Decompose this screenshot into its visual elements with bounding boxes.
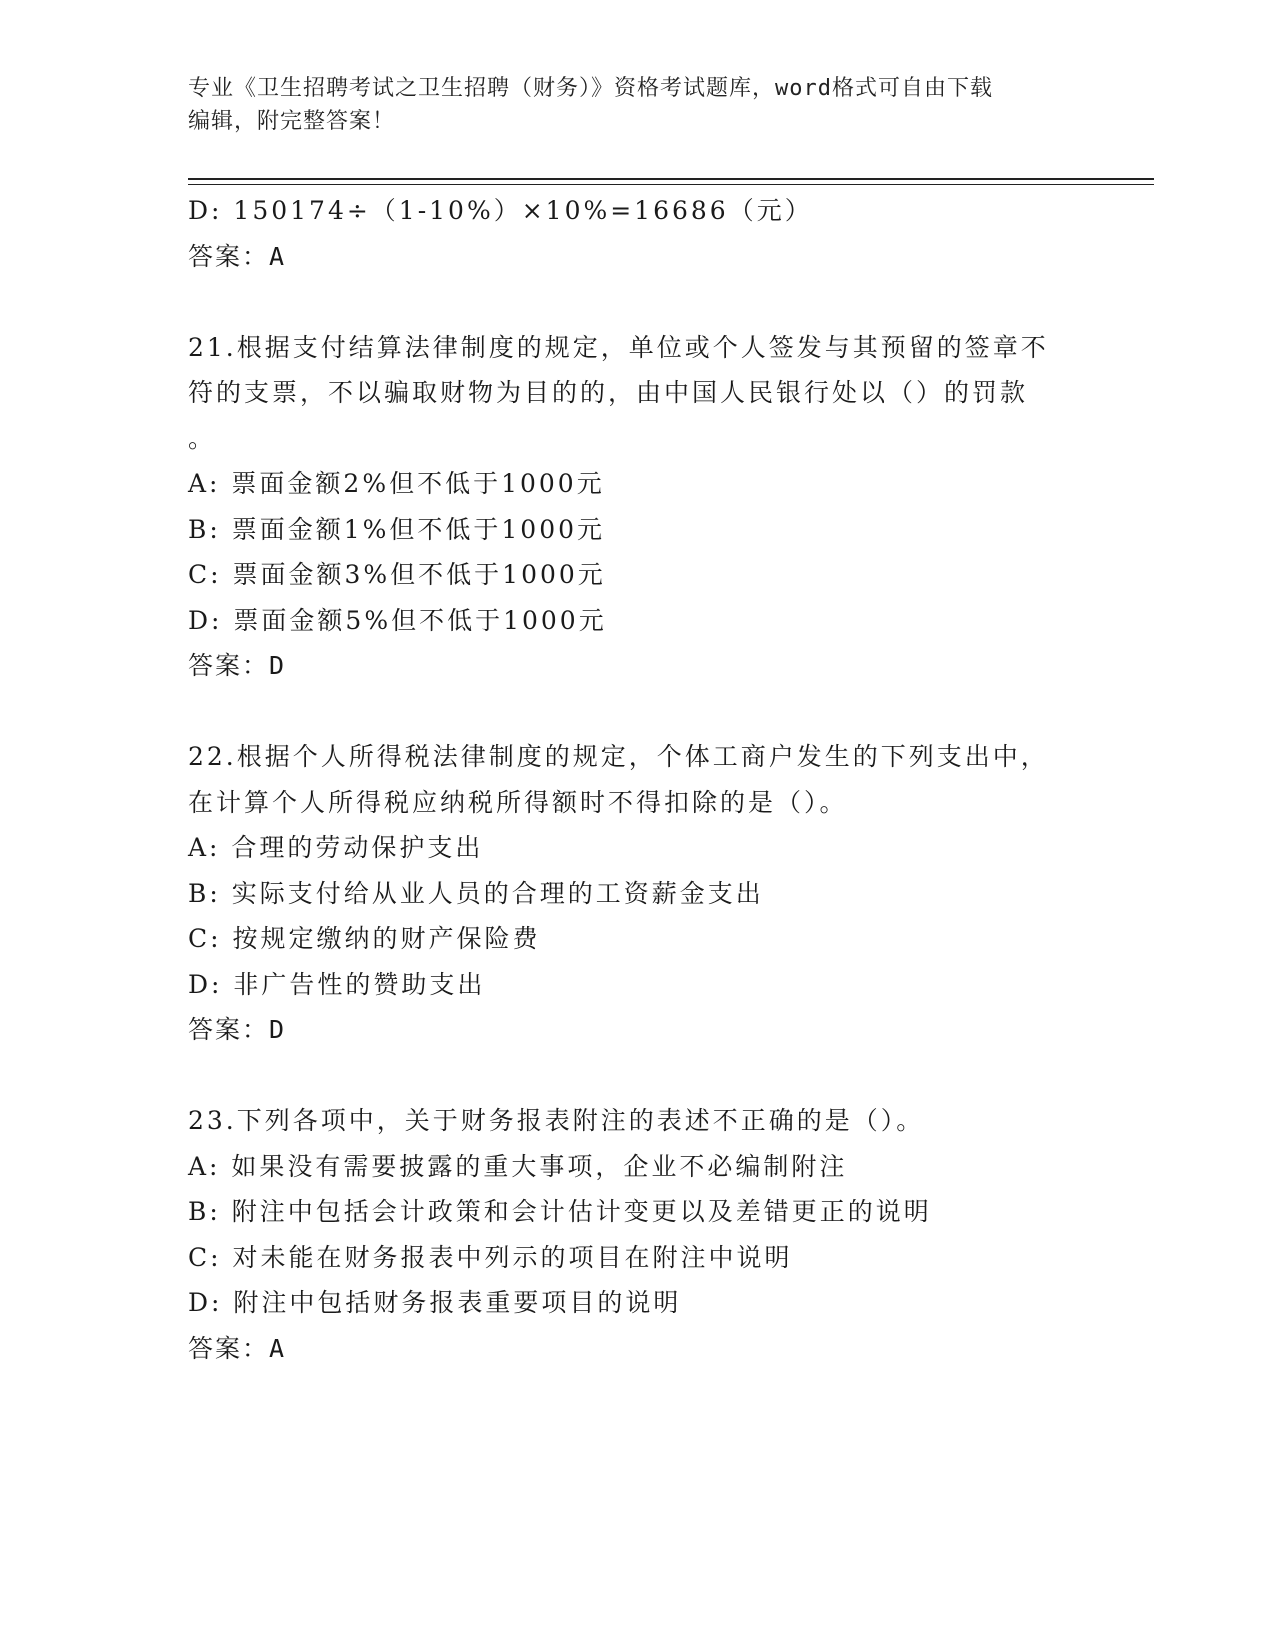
option-b: B: 票面金额1%但不低于1000元 bbox=[188, 514, 606, 544]
question-23 bbox=[188, 1098, 1088, 1371]
question-22 bbox=[188, 734, 1088, 1053]
option-d: D: 票面金额5%但不低于1000元 bbox=[188, 605, 607, 635]
question-stem: 。 bbox=[188, 423, 217, 453]
option-a: A: 票面金额2%但不低于1000元 bbox=[188, 469, 605, 498]
spacer bbox=[188, 1053, 1088, 1099]
question-list bbox=[188, 188, 1088, 1371]
option-c: C: 票面金额3%但不低于1000元 bbox=[188, 560, 606, 589]
question-21 bbox=[188, 325, 1088, 689]
option-c: C: 对未能在财务报表中列示的项目在附注中说明 bbox=[188, 1242, 793, 1272]
previous-option-d: D: 150174÷（1-10%）×10%=16686（元） bbox=[188, 196, 813, 225]
option-d: D: 非广告性的赞助支出 bbox=[188, 969, 486, 999]
spacer bbox=[188, 689, 1088, 735]
document-header bbox=[188, 72, 1088, 138]
answer: 答案：D bbox=[188, 651, 287, 680]
header-divider-thin bbox=[188, 184, 1154, 185]
question-stem: 符的支票，不以骗取财物为目的的，由中国人民银行处以（）的罚款 bbox=[188, 378, 1029, 407]
option-b: B: 附注中包括会计政策和会计估计变更以及差错更正的说明 bbox=[188, 1197, 932, 1226]
answer: 答案：A bbox=[188, 1333, 287, 1363]
option-a: A: 合理的劳动保护支出 bbox=[188, 833, 484, 862]
spacer bbox=[188, 279, 1088, 325]
option-b: B: 实际支付给从业人员的合理的工资薪金支出 bbox=[188, 878, 764, 908]
option-a: A: 如果没有需要披露的重大事项，企业不必编制附注 bbox=[188, 1151, 848, 1181]
header-divider bbox=[188, 178, 1154, 180]
previous-answer: 答案：A bbox=[188, 241, 287, 271]
question-stem: 21.根据支付结算法律制度的规定，单位或个人签发与其预留的签章不 bbox=[188, 332, 1049, 362]
question-stem: 22.根据个人所得税法律制度的规定，个体工商户发生的下列支出中， bbox=[188, 742, 1049, 771]
header-line-1: 专业《卫生招聘考试之卫生招聘（财务）》资格考试题库，word格式可自由下载 bbox=[188, 76, 993, 101]
question-stem: 在计算个人所得税应纳税所得额时不得扣除的是（）。 bbox=[188, 787, 848, 817]
option-d: D: 附注中包括财务报表重要项目的说明 bbox=[188, 1288, 682, 1317]
header-line-2: 编辑，附完整答案！ bbox=[188, 109, 396, 134]
option-c: C: 按规定缴纳的财产保险费 bbox=[188, 924, 541, 953]
question-stem: 23.下列各项中，关于财务报表附注的表述不正确的是（）。 bbox=[188, 1106, 925, 1135]
answer: 答案：D bbox=[188, 1015, 287, 1044]
